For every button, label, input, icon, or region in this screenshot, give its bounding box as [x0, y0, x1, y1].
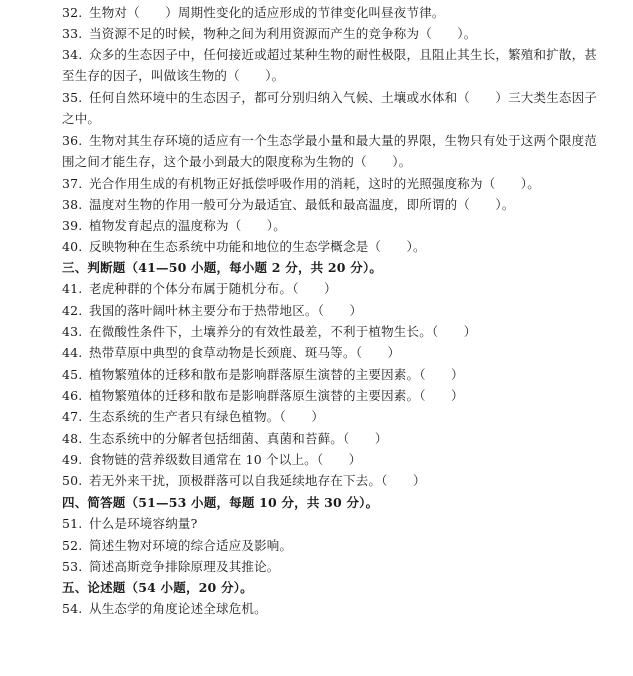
question-text: 植物繁殖体的迁移和散布是影响群落原生演替的主要因素。（ ） [89, 367, 464, 382]
question-49 [62, 449, 602, 470]
question-54 [62, 598, 602, 619]
question-text: 众多的生态因子中，任何接近或超过某种生物的耐性极限，且阻止其生长，繁殖和扩散，甚至生存的因子，叫做该生物的（ ）。 [62, 47, 598, 83]
question-50 [62, 470, 602, 491]
question-text: 生态系统的生产者只有绿色植物。（ ） [89, 409, 325, 424]
question-text: 从生态学的角度论述全球危机。 [89, 601, 267, 616]
question-number: 42. [62, 303, 83, 318]
question-39 [62, 215, 602, 236]
question-number: 39. [62, 218, 83, 233]
question-number: 33. [62, 26, 83, 41]
question-text: 光合作用生成的有机物正好抵偿呼吸作用的消耗，这时的光照强度称为（ ）。 [89, 176, 540, 191]
question-51 [62, 513, 602, 534]
question-number: 46. [62, 388, 83, 403]
question-32 [62, 2, 602, 23]
question-number: 45. [62, 367, 83, 382]
question-number: 35. [62, 90, 83, 105]
question-text: 生物对（ ）周期性变化的适应形成的节律变化叫昼夜节律。 [89, 5, 445, 20]
question-number: 47. [62, 409, 83, 424]
question-text: 反映物种在生态系统中功能和地位的生态学概念是（ ）。 [89, 239, 426, 254]
question-43 [62, 321, 602, 342]
question-53 [62, 556, 602, 577]
question-36 [62, 130, 602, 172]
question-number: 43. [62, 324, 83, 339]
question-text: 食物链的营养级数目通常在 10 个以上。（ ） [89, 452, 362, 467]
question-42 [62, 300, 602, 321]
question-37 [62, 173, 602, 194]
question-text: 生物对其生存环境的适应有一个生态学最小量和最大量的界限，生物只有处于这两个限度范围之间才能生存，这个最小到最大的限度称为生物的（ ）。 [62, 133, 598, 169]
question-text: 什么是环境容纳量? [89, 516, 198, 531]
question-41 [62, 278, 602, 299]
question-text: 温度对生物的作用一般可分为最适宜、最低和最高温度，即所谓的（ ）。 [89, 197, 515, 212]
question-number: 41. [62, 281, 83, 296]
question-text: 若无外来干扰，顶极群落可以自我延续地存在下去。（ ） [89, 473, 426, 488]
question-40 [62, 236, 602, 257]
question-text: 我国的落叶阔叶林主要分布于热带地区。（ ） [89, 303, 363, 318]
question-number: 40. [62, 239, 83, 254]
question-text: 植物发育起点的温度称为（ ）。 [89, 218, 286, 233]
question-text: 在微酸性条件下，土壤养分的有效性最差，不利于植物生长。（ ） [89, 324, 477, 339]
question-44 [62, 342, 602, 363]
question-text: 热带草原中典型的食草动物是长颈鹿、斑马等。（ ） [89, 345, 401, 360]
question-text: 老虎种群的个体分布属于随机分布。（ ） [89, 281, 337, 296]
question-46 [62, 385, 602, 406]
question-number: 53. [62, 559, 83, 574]
question-number: 36. [62, 133, 83, 148]
section-heading-essay: 五、论述题（54 小题，20 分）。 [62, 580, 253, 595]
question-number: 54. [62, 601, 83, 616]
question-number: 38. [62, 197, 83, 212]
question-number: 50. [62, 473, 83, 488]
question-34 [62, 44, 602, 86]
question-number: 37. [62, 176, 83, 191]
question-38 [62, 194, 602, 215]
question-number: 44. [62, 345, 83, 360]
question-48 [62, 428, 602, 449]
question-45 [62, 364, 602, 385]
section-heading-short-answer: 四、简答题（51—53 小题，每题 10 分，共 30 分）。 [62, 495, 379, 510]
question-52 [62, 535, 602, 556]
question-47 [62, 406, 602, 427]
question-number: 49. [62, 452, 83, 467]
question-text: 植物繁殖体的迁移和散布是影响群落原生演替的主要因素。（ ） [89, 388, 464, 403]
question-text: 当资源不足的时候，物种之间为利用资源而产生的竞争称为（ ）。 [89, 26, 477, 41]
question-number: 52. [62, 538, 83, 553]
question-text: 简述高斯竞争排除原理及其推论。 [89, 559, 280, 574]
section-heading-judge: 三、判断题（41—50 小题，每小题 2 分，共 20 分）。 [62, 260, 383, 275]
question-text: 简述生物对环境的综合适应及影响。 [89, 538, 293, 553]
question-number: 32. [62, 5, 83, 20]
question-text: 任何自然环境中的生态因子，都可分别归纳入气候、土壤或水体和（ ）三大类生态因子之中。 [62, 90, 598, 126]
question-33 [62, 23, 602, 44]
question-number: 51. [62, 516, 83, 531]
question-text: 生态系统中的分解者包括细菌、真菌和苔藓。（ ） [89, 431, 388, 446]
question-number: 34. [62, 47, 83, 62]
question-number: 48. [62, 431, 83, 446]
question-35 [62, 87, 602, 129]
